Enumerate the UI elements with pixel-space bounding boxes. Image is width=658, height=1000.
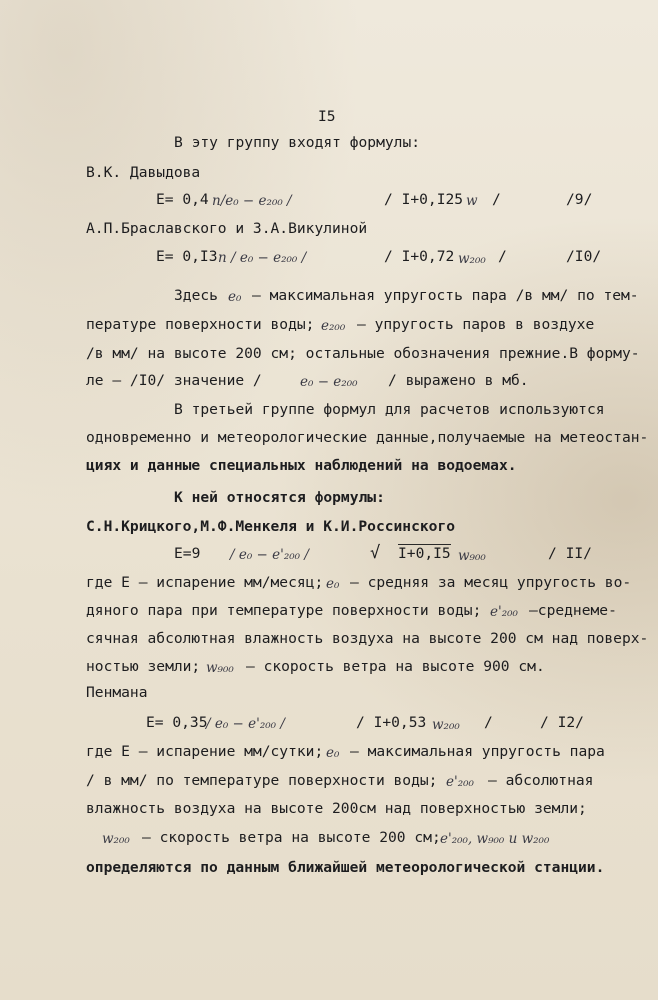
text-span: Здесь — [174, 287, 218, 304]
paragraph-3: К ней относятся формулы: — [174, 489, 385, 506]
formula-11-sqrt-sign: √ — [370, 543, 381, 563]
handwritten-symbol: e'₂₀₀ — [490, 604, 518, 620]
paragraph-2-line-3: циях и данные специальных наблюдений на водоемах. — [86, 457, 517, 474]
formula-11-lhs: E=9 — [174, 545, 201, 562]
paragraph-4-line-3: сячная абсолютная влажность воздуха на высоте 200 см над поверх- — [86, 630, 649, 647]
formula-11-handwritten-term: / e₀ − e'₂₀₀ / — [230, 547, 309, 563]
text-span: / выражено в мб. — [388, 372, 529, 389]
text-span: – средняя за месяц упругость во- — [350, 574, 632, 591]
handwritten-symbol: w₉₀₀ — [206, 660, 234, 676]
formula-12-wind-term: / I+0,53 — [356, 714, 427, 731]
page-number: I5 — [318, 108, 336, 125]
paragraph-2-line-2: одновременно и метеорологические данные,получаемые на метеостан- — [86, 429, 649, 446]
handwritten-symbol: e₂₀₀ — [321, 318, 346, 334]
text-span: где Е – испарение мм/сутки; — [86, 743, 324, 760]
paragraph-1-line-3: /в мм/ на высоте 200 см; остальные обозначения прежние.В форму- — [86, 345, 640, 362]
text-span: – максимальная упругость пара /в мм/ по тем- — [252, 287, 639, 304]
formula-9-handwritten-term: n/e₀ − e₂₀₀ / — [212, 193, 292, 209]
paragraph-5-line-3: влажность воздуха на высоте 200см над поверхностью земли; — [86, 800, 587, 817]
text-line-intro: В эту группу входят формулы: — [174, 134, 421, 151]
text-span: где Е – испарение мм/месяц; — [86, 574, 324, 591]
paragraph-2-line-1: В третьей группе формул для расчетов используются — [174, 401, 605, 418]
handwritten-symbol: w₂₀₀ — [102, 831, 130, 847]
formula-9-close: / — [492, 191, 501, 208]
text-span: – скорость ветра на высоте 200 см; — [142, 829, 441, 846]
text-span: ле – /I0/ значение / — [86, 372, 262, 389]
handwritten-symbol: e'₂₀₀ — [446, 774, 474, 790]
handwritten-symbol: e₀ — [326, 576, 340, 592]
author-davydov: В.К. Давыдова — [86, 164, 201, 181]
text-span: ностью земли; — [86, 658, 201, 675]
text-span: пературе поверхности воды; — [86, 316, 315, 333]
formula-10-handwritten-w: w₂₀₀ — [458, 251, 486, 267]
handwritten-symbol: e₀ — [228, 289, 242, 305]
author-braslavsky: А.П.Браславского и З.А.Викулиной — [86, 220, 368, 237]
formula-12-handwritten-term: / e₀ − e'₂₀₀ / — [206, 716, 285, 732]
formula-10-wind-term: / I+0,72 — [384, 248, 455, 265]
text-span: –среднеме- — [529, 602, 617, 619]
formula-9-lhs: E= 0,4 — [156, 191, 209, 208]
formula-12-close: / — [484, 714, 493, 731]
text-span: – упругость паров в воздухе — [357, 316, 595, 333]
handwritten-term: e₀ − e₂₀₀ — [300, 374, 358, 390]
formula-12-number: / I2/ — [540, 714, 584, 731]
text-span: / в мм/ по температуре поверхности воды; — [86, 772, 438, 789]
formula-11-number: / II/ — [548, 545, 592, 562]
text-span: – максимальная упругость пара — [350, 743, 605, 760]
formula-10-close: / — [498, 248, 507, 265]
paragraph-5-line-5: определяются по данным ближайшей метеорологической станции. — [86, 859, 605, 876]
handwritten-symbols: e'₂₀₀, w₉₀₀ и w₂₀₀ — [440, 831, 550, 847]
formula-9-number: /9/ — [566, 191, 593, 208]
formula-10-number: /I0/ — [566, 248, 602, 265]
author-kritsky: С.Н.Крицкого,М.Ф.Менкеля и К.И.Россинского — [86, 518, 456, 535]
formula-12-lhs: E= 0,35 — [146, 714, 208, 731]
formula-9-wind-term: / I+0,I25 — [384, 191, 464, 208]
handwritten-symbol: e₀ — [326, 745, 340, 761]
formula-10-lhs: E= 0,I3 — [156, 248, 218, 265]
author-penman: Пенмана — [86, 684, 148, 701]
formula-11-wind-term: I+0,I5 — [398, 545, 451, 562]
text-span: дяного пара при температуре поверхности воды; — [86, 602, 482, 619]
text-span: – скорость ветра на высоте 900 см. — [246, 658, 545, 675]
formula-9-handwritten-w: w — [466, 193, 478, 209]
formula-12-handwritten-w: w₂₀₀ — [432, 717, 460, 733]
text-span: – абсолютная — [488, 772, 594, 789]
formula-11-handwritten-w: w₉₀₀ — [458, 548, 486, 564]
formula-10-handwritten-term: n / e₀ − e₂₀₀ / — [218, 250, 307, 266]
